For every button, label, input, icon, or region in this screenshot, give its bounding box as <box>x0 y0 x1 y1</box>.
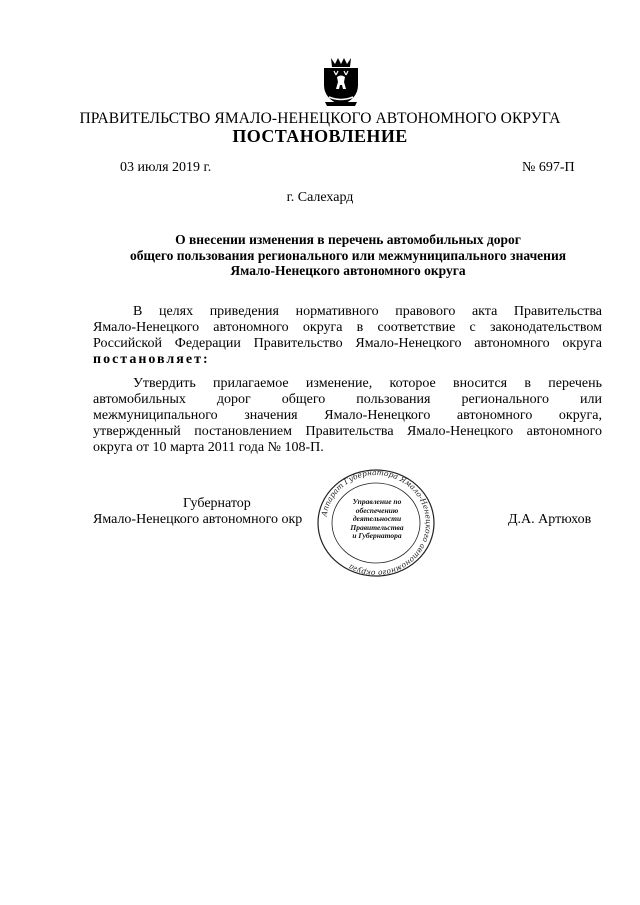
document-subject <box>0 232 640 279</box>
resolves-word: постановляет: <box>93 352 210 367</box>
seal-line: деятельности <box>352 514 402 523</box>
seal-line: и Губернатора <box>352 531 402 540</box>
document-number: № 697-П <box>522 160 575 175</box>
paragraph-line: межмуниципального значения Ямало-Ненецкого автономного округа, <box>93 408 602 423</box>
paragraph-line: утвержденный постановлением Правительства Ямало-Ненецкого автономного <box>93 424 602 439</box>
signatory-name: Д.А. Артюхов <box>508 512 592 527</box>
signatory-title: Губернатор <box>183 496 251 511</box>
preamble-paragraph <box>93 304 602 368</box>
paragraph-line: автомобильных дорог общего пользования регионального или <box>93 392 602 407</box>
subject-line: О внесении изменения в перечень автомобильных дорог <box>175 232 521 247</box>
paragraph-line: Утвердить прилагаемое изменение, которое вносится в перечень <box>133 376 602 391</box>
document-type: ПОСТАНОВЛЕНИЕ <box>232 126 408 146</box>
document-city: г. Салехард <box>286 190 354 205</box>
operative-paragraph <box>93 376 602 456</box>
paragraph-line: округа от 10 марта 2011 года № 108-П. <box>93 440 324 455</box>
seal-inner-text <box>341 498 413 541</box>
paragraph-line: В целях приведения нормативного правового акта Правительства <box>133 304 602 319</box>
paragraph-line: Российской Федерации Правительство Ямало-Ненецкого автономного округа <box>93 336 602 351</box>
subject-line: Ямало-Ненецкого автономного округа <box>230 263 466 278</box>
paragraph-line: Ямало-Ненецкого автономного округа в соответствие с законодательством <box>93 320 602 335</box>
signatory-region: Ямало-Ненецкого автономного окр <box>93 512 303 527</box>
government-title: ПРАВИТЕЛЬСТВО ЯМАЛО-НЕНЕЦКОГО АВТОНОМНОГО ОКРУГА <box>79 110 561 127</box>
seal-line: Правительства <box>350 522 404 532</box>
seal-outer-text: Аппарат Губернатора Ямало-Ненецкого автономного округа <box>319 468 434 578</box>
subject-line: общего пользования регионального или межмуниципального значения <box>129 247 567 263</box>
yanao-coat-of-arms-icon <box>319 55 363 107</box>
seal-line: Управление по <box>352 497 402 506</box>
document-date: 03 июля 2019 г. <box>120 160 212 175</box>
seal-line: обеспечению <box>355 505 399 515</box>
